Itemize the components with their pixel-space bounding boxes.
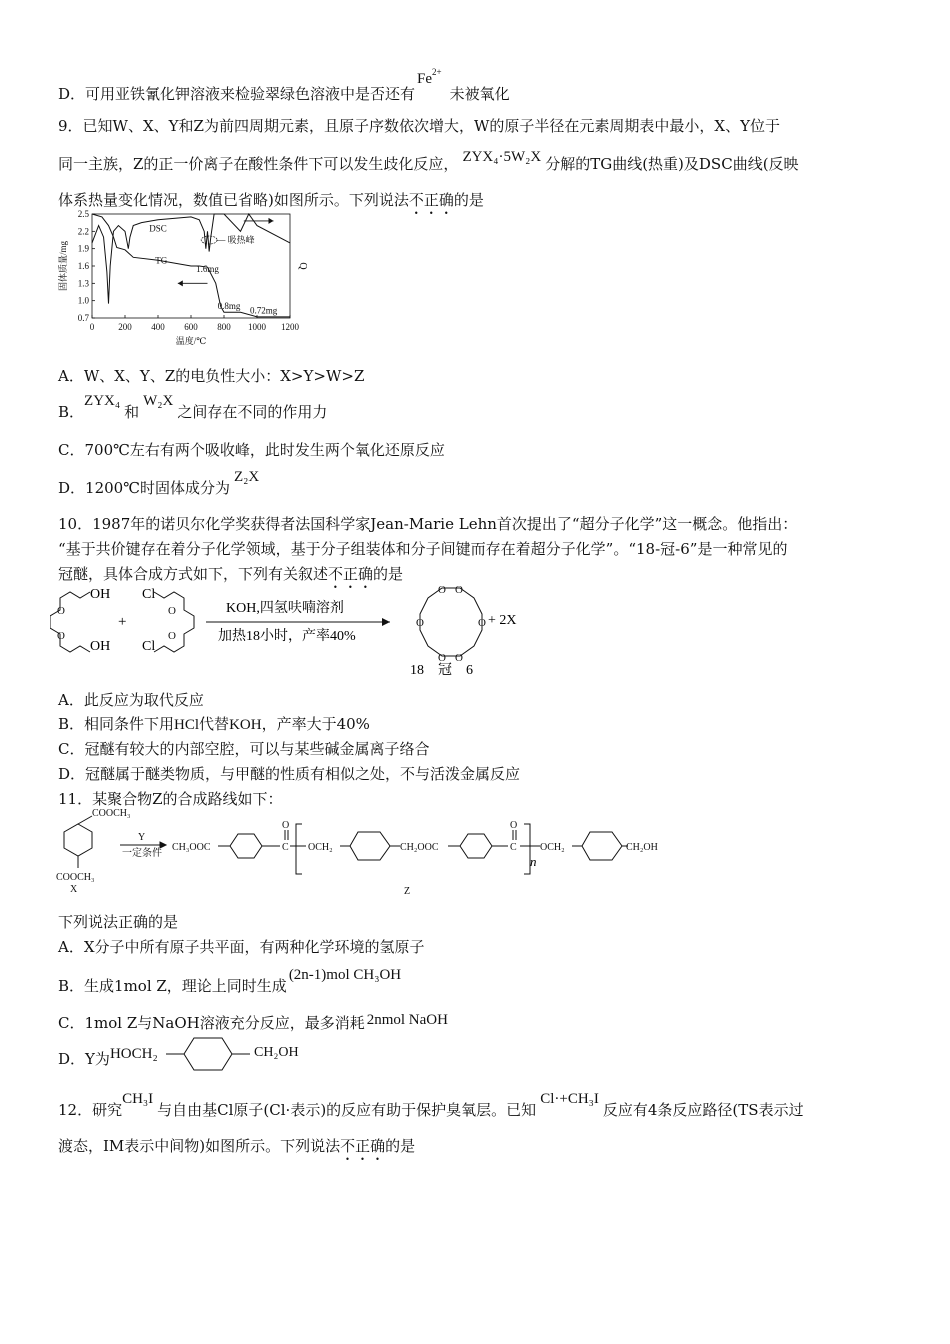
ch2oh-end: CH₂OH — [626, 842, 658, 853]
fe-ion: $Fe^{2+}$ — [417, 67, 442, 87]
x-tick-label: 1000 — [248, 322, 266, 332]
q10-line3: 冠醚，具体合成方式如下，下列有关叙述不正确的是 — [58, 565, 404, 583]
och2-2: OCH₂ — [540, 842, 565, 853]
x-top-ester: COOCH₃ — [92, 808, 131, 819]
q9-line3: 体系热量变化情况，数值已省略)如图所示。下列说法不正确的是 — [58, 191, 484, 209]
x-tick-label: 200 — [118, 322, 132, 332]
q11-option-a: A．X分子中所有原子共平面，有两种化学环境的氢原子 — [58, 938, 425, 956]
x-tick-label: 600 — [184, 322, 198, 332]
y-tick-label: 1.0 — [77, 295, 89, 306]
diol-oh-bottom: OH — [90, 639, 111, 654]
y-tick-label: 1.6 — [77, 261, 89, 271]
y-tick-label: 1.3 — [77, 278, 89, 289]
q9-option-c: C．700℃左右有两个吸收峰，此时发生两个氧化还原反应 — [58, 441, 445, 459]
right-axis-label: Q — [297, 262, 308, 270]
diol-oh-top: OH — [90, 587, 111, 602]
svg-text:O: O — [57, 605, 65, 617]
cl-bottom: Cl — [142, 639, 156, 654]
endotherm-marker — [201, 236, 217, 244]
svg-text:O: O — [438, 652, 446, 664]
q10-line1: 10．1987年的诺贝尔化学奖获得者法国科学家Jean-Marie Lehn首次提出了“超分子化学”这一概念。他指出： — [58, 515, 798, 533]
polymer-scheme — [50, 804, 690, 900]
z-label: Z — [404, 886, 411, 897]
x-label: X — [70, 884, 78, 895]
dsc-label: DSC — [149, 223, 167, 234]
svg-text:O: O — [455, 652, 463, 664]
reaction-condition-top: KOH,四氢呋喃溶剂 — [226, 601, 344, 616]
svg-text:O: O — [57, 630, 65, 642]
x-tick-label: 0 — [89, 322, 95, 332]
q11-title: 11．某聚合物Z的合成路线如下： — [58, 790, 283, 808]
endotherm-label: — 吸热峰 — [216, 234, 255, 245]
crown-ether-structure — [416, 584, 486, 664]
q9-line2: 同一主族，Z的正一价离子在酸性条件下可以发生歧化反应， ZYX₄·5W₂X 分解的TG曲线(热重)及DSC曲线(反映 — [58, 149, 799, 173]
q9-option-b: B．ZYX₄和W₂X之间存在不同的作用力 — [58, 393, 328, 421]
carbonyl-c-2: C — [510, 842, 517, 853]
y-tick-label: 2.2 — [77, 226, 89, 237]
dsc-arrowhead — [269, 218, 274, 224]
q10-option-d: D．冠醚属于醚类物质，与甲醚的性质有相似之处，不与活泼金属反应 — [58, 765, 521, 783]
diol-structure — [50, 592, 90, 652]
q12-line2: 渡态，IM表示中间物)如图所示。下列说法不正确的是 — [58, 1137, 416, 1155]
q9-line1: 9．已知W、X、Y和Z为前四周期元素，且原子序数依次增大，W的原子半径在元素周期表中最小，X、Y位于 — [58, 117, 780, 135]
y-tick-label: 1.9 — [77, 243, 89, 254]
y-tick-label: 0.7 — [77, 313, 89, 323]
q11-option-c: C．1mol Z与NaOH溶液充分反应，最多消耗 2nmol NaOH — [58, 1012, 448, 1032]
cl-top: Cl — [142, 587, 156, 602]
carbonyl-c-1: C — [282, 842, 289, 853]
x-bottom-ester: COOCH₃ — [56, 872, 95, 883]
y-tick-label: 2.5 — [77, 209, 89, 219]
series-dsc-line — [92, 214, 290, 304]
reagent-y: Y — [138, 832, 146, 843]
series-tg-line — [92, 214, 290, 317]
svg-text:O: O — [478, 617, 486, 629]
q9-formula: ZYX₄·5W₂X — [462, 149, 542, 165]
x-tick-label: 400 — [151, 322, 165, 332]
svg-text:O: O — [416, 617, 424, 629]
q10-option-c: C．冠醚有较大的内部空腔，可以与某些碱金属离子络合 — [58, 740, 430, 758]
product-label: 18 冠 6 — [410, 663, 473, 678]
dichloride-structure — [154, 592, 194, 652]
plus-sign: + — [118, 614, 127, 630]
tg-dsc-chart — [56, 208, 316, 348]
y-ch2oh: CH₂OH — [254, 1045, 299, 1060]
mass-0-72-label: 0.72mg — [249, 305, 278, 316]
tg-label: TG — [155, 255, 168, 266]
och2-1: OCH₂ — [308, 842, 333, 853]
svg-text:O: O — [438, 584, 446, 596]
q10-line2: “基于共价键存在着分子化学领域，基于分子组装体和分子间键而存在着超分子化学”。“18-冠-6”是一种常见的 — [58, 540, 788, 558]
q9-option-d: D．1200℃时固体成分为Z₂X — [58, 469, 260, 497]
svg-text:O: O — [168, 605, 176, 617]
crown-ether-scheme — [50, 584, 570, 680]
carbonyl-o-2: O — [510, 820, 518, 831]
q10-option-a: A．此反应为取代反应 — [58, 691, 204, 709]
q11-option-b: B．生成1mol Z，理论上同时生成(2n-1)mol CH₃OH — [58, 967, 402, 995]
x-tick-label: 1200 — [281, 322, 299, 332]
q8-option-d: D．可用亚铁氰化钾溶液来检验翠绿色溶液中是否还有$Fe^{2+}$未被氧化 — [58, 67, 510, 103]
q9-option-a: A．W、X、Y、Z的电负性大小：X>Y>W>Z — [58, 367, 365, 385]
ch2ooc-group: CH₂OOC — [400, 842, 439, 853]
svg-text:O: O — [455, 584, 463, 596]
tg-arrowhead — [178, 280, 183, 286]
reaction-condition-bottom: 加热18小时，产率40% — [218, 629, 356, 644]
ch3ooc-group: CH₃OOC — [172, 842, 211, 853]
y-axis-label: 固体质量/mg — [58, 240, 68, 292]
svg-text:O: O — [168, 630, 176, 642]
q12-line1: 12．研究CH₃I与自由基Cl原子(Cl·表示)的反应有助于保护臭氧层。已知Cl·+CH₃I反应有4条反应路径(TS表示过 — [58, 1091, 804, 1119]
byproduct: + 2X — [488, 613, 517, 628]
q11-stem: 下列说法正确的是 — [58, 913, 179, 931]
q11-option-d: D．Y为HOCH₂ — [58, 1046, 158, 1068]
carbonyl-o-1: O — [282, 820, 290, 831]
x-tick-label: 800 — [217, 322, 231, 332]
mass-1-6-label: 1.6mg — [196, 263, 219, 274]
reagent-condition: 一定条件 — [122, 848, 162, 859]
q10-option-b: B．相同条件下用HCl代替KOH，产率大于40% — [58, 715, 370, 733]
repeat-n: n — [530, 854, 537, 869]
x-axis-label: 温度/℃ — [175, 336, 207, 346]
mass-0-8-label: 0.8mg — [217, 300, 241, 311]
